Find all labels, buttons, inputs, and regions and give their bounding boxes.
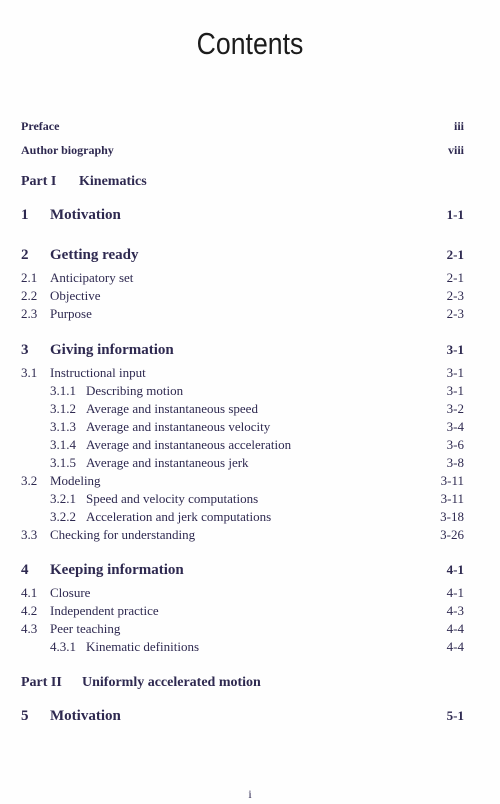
toc-section-page: 2-1 [446,270,464,285]
toc-subsection-label: Average and instantaneous velocity [86,419,271,434]
toc-entry-author-biography[interactable] [0,141,500,159]
toc-section-number: 3.1 [21,365,38,380]
toc-subsection-label: Average and instantaneous jerk [86,455,249,470]
toc-section-number: 2.3 [21,306,38,321]
toc-chapter-number: 1 [21,207,29,223]
toc-section-number: 3.3 [21,527,38,542]
toc-subsection-number: 3.2.2 [50,509,76,524]
toc-subsection[interactable] [0,382,500,400]
toc-subsection-number: 3.2.1 [50,491,76,506]
toc-section-label: Modeling [50,473,101,488]
toc-subsection-number: 3.1.5 [50,455,76,470]
toc-subsection-page: 3-11 [440,491,464,506]
toc-subsection-label: Average and instantaneous acceleration [86,437,292,452]
toc-chapter-label: Motivation [50,708,121,724]
toc-section-page: 2-3 [446,306,464,321]
page-title: Contents [196,26,304,61]
page-number: i [248,787,252,801]
toc-section-page: 3-11 [440,473,464,488]
toc-entry-page: iii [453,119,464,133]
toc-section-number: 4.2 [21,603,38,618]
toc-subsection[interactable] [0,400,500,418]
toc-subsection-number: 3.1.1 [50,383,76,398]
toc-subsection-number: 3.1.3 [50,419,76,434]
toc-section-page: 3-1 [446,365,464,380]
toc-section[interactable] [0,602,500,620]
toc-section[interactable] [0,305,500,323]
toc-entry-label: Author biography [21,143,114,157]
toc-chapter-label: Giving information [50,342,174,358]
toc-section[interactable] [0,584,500,602]
toc-subsection-page: 3-1 [446,383,464,398]
toc-part-label: Kinematics [79,174,147,189]
toc-subsection[interactable] [0,508,500,526]
toc-subsection-number: 3.1.2 [50,401,76,416]
toc-section[interactable] [0,526,500,544]
toc-subsection-label: Describing motion [86,383,184,398]
toc-chapter-label: Motivation [50,207,121,223]
toc-subsection-label: Acceleration and jerk computations [86,509,272,524]
toc-chapter[interactable] [0,561,500,579]
toc-chapter-number: 5 [21,708,29,724]
toc-part-number: Part I [21,174,57,189]
toc-section-number: 4.1 [21,585,38,600]
toc-subsection-page: 3-8 [446,455,464,470]
toc-chapter-number: 3 [21,342,29,358]
toc-chapter-page: 2-1 [446,247,464,262]
toc-chapter-page: 5-1 [446,708,464,723]
toc-section-page: 2-3 [446,288,464,303]
toc-section-label: Anticipatory set [50,270,134,285]
toc-subsection-label: Speed and velocity computations [86,491,259,506]
toc-section-label: Objective [50,288,101,303]
toc-chapter[interactable] [0,206,500,224]
toc-section-label: Instructional input [50,365,146,380]
toc-entry-preface[interactable] [0,117,500,135]
toc-section[interactable] [0,287,500,305]
toc-section-label: Closure [50,585,91,600]
toc-subsection-page: 3-18 [440,509,464,524]
toc-section[interactable] [0,472,500,490]
toc-subsection-number: 3.1.4 [50,437,76,452]
toc-part-number: Part II [21,675,62,690]
toc-chapter-label: Keeping information [50,562,184,578]
toc-entry-page: viii [447,143,464,157]
toc-subsection[interactable] [0,418,500,436]
toc-chapter-label: Getting ready [50,247,139,263]
toc-subsection-label: Average and instantaneous speed [86,401,258,416]
toc-section-label: Independent practice [50,603,159,618]
toc-section-label: Purpose [50,306,92,321]
toc-section-number: 2.1 [21,270,38,285]
toc-chapter-page: 4-1 [446,562,464,577]
toc-subsection-page: 4-4 [446,639,464,654]
toc-subsection[interactable] [0,490,500,508]
toc-subsection-page: 3-6 [446,437,464,452]
toc-subsection[interactable] [0,638,500,656]
toc-part-heading[interactable] [0,173,500,191]
toc-subsection[interactable] [0,436,500,454]
toc-section-number: 4.3 [21,621,38,636]
toc-chapter[interactable] [0,707,500,725]
toc-part-heading[interactable] [0,674,500,692]
toc-part-label: Uniformly accelerated motion [82,675,261,690]
toc-section[interactable] [0,269,500,287]
toc-entry-label: Preface [21,119,60,133]
toc-subsection-page: 3-4 [446,419,464,434]
toc-chapter-page: 1-1 [446,207,464,222]
toc-section-number: 2.2 [21,288,38,303]
toc-subsection-number: 4.3.1 [50,639,76,654]
toc-chapter[interactable] [0,341,500,359]
toc-section-label: Peer teaching [50,621,121,636]
toc-chapter[interactable] [0,246,500,264]
toc-section[interactable] [0,364,500,382]
toc-subsection-page: 3-2 [446,401,464,416]
toc-section-page: 4-3 [446,603,464,618]
toc-section[interactable] [0,620,500,638]
toc-chapter-number: 4 [21,562,29,578]
toc-chapter-number: 2 [21,247,29,263]
toc-section-page: 3-26 [440,527,464,542]
toc-section-label: Checking for understanding [50,527,196,542]
toc-subsection[interactable] [0,454,500,472]
toc-section-page: 4-1 [446,585,464,600]
toc-section-number: 3.2 [21,473,38,488]
toc-section-page: 4-4 [446,621,464,636]
toc-subsection-label: Kinematic definitions [86,639,200,654]
toc-chapter-page: 3-1 [446,342,464,357]
